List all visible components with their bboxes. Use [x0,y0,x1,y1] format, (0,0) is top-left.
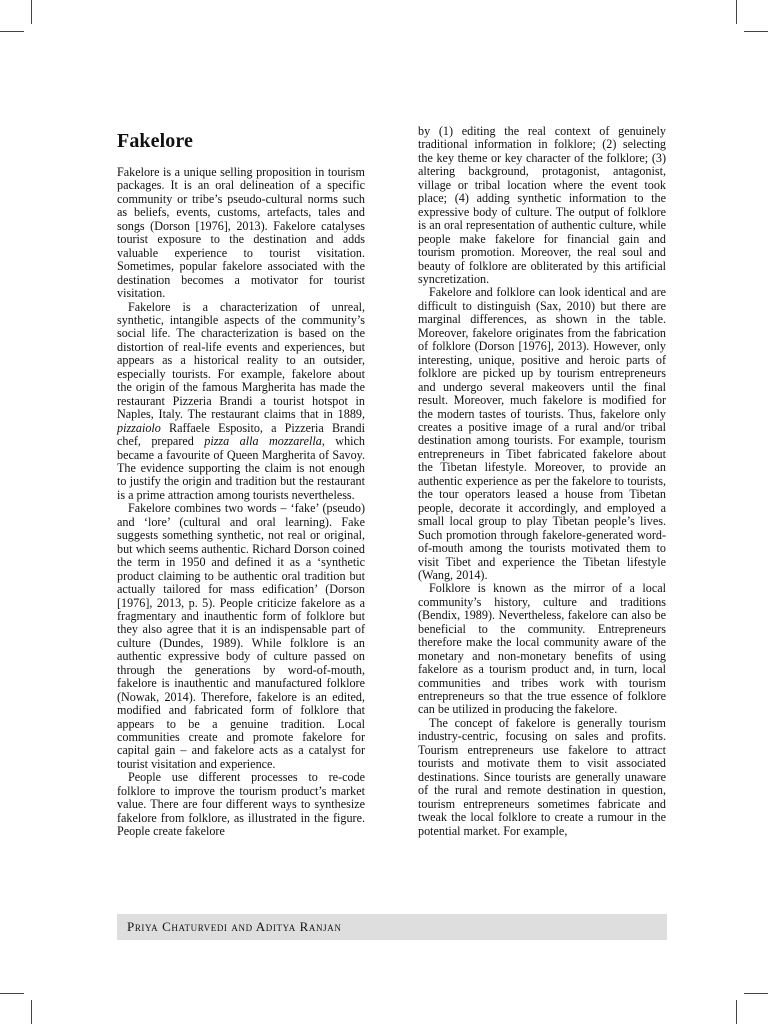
article-title: Fakelore [117,130,193,152]
paragraph-text: , which became a favourite of Queen Margherita of Savoy. The evidence supporting the claim is not enough to justify the origin and tradition but the restaurant is a prime attraction among tourists nevertheless. [117,434,365,502]
paragraph [117,301,365,503]
left-column [117,166,365,839]
italic-term: pizzaiolo [117,420,161,435]
paragraph: People use different processes to re-code folklore to improve the tourism product’s market value. There are four different ways to synthesize fakelore from folklore, as illustrated in the figure. People create fakelore [117,770,365,839]
paragraph: Folklore is known as the mirror of a local community’s history, culture and traditions (Bendix, 1989). Nevertheless, fakelore can also be beneficial to the community. Entrepreneurs therefore make the local community aware of the monetary and non-monetary benefits of using fakelore as a tourism product and, in turn, local communities and tribes work with tourism entrepreneurs so that the true essence of folklore can be utilized in producing the fakelore. [418,581,666,717]
crop-mark [0,31,24,32]
crop-mark [744,31,768,32]
paragraph: The concept of fakelore is generally tourism industry-centric, focusing on sales and profits. Tourism entrepreneurs use fakelore to attract tourists and motivate them to visit associated destinations. Since tourists are generally unaware of the rural and remote destination in question, tourism entrepreneurs sometimes fabricate and tweak the local folklore to create a rumour in the potential market. For example, [418,715,666,838]
paragraph: Fakelore is a unique selling proposition in tourism packages. It is an oral delineation of a specific community or tribe’s pseudo-cultural norms such as beliefs, events, customs, artefacts, tales and songs (Dorson [1976], 2013). Fakelore catalyses tourist exposure to the destination and adds valuable experience to tourist visitation. Sometimes, popular fakelore associated with the destination becomes a motivator for tourist visitation. [117,165,365,301]
italic-term: pizza alla mozzarella [204,434,322,449]
crop-mark [31,1000,32,1024]
paragraph: Fakelore and folklore can look identical and are difficult to distinguish (Sax, 2010) but there are marginal differences, as shown in the table. Moreover, fakelore originates from the fabrication of folklore (Dorson [1976], 2013). However, only interesting, unique, positive and heroic parts of folklore are picked up by tourism entrepreneurs and undergo several makeovers until the final result. Moreover, much fakelore is modified for the modern tastes of tourists. Thus, fakelore only creates a positive image of a rural and/or tribal destination among tourists. For example, tourism entrepreneurs in Tibet fabricated fakelore about the Tibetan lifestyle. Moreover, to provide an authentic experience as per the fakelore to tourists, the tour operators leased a house from Tibetan people, decorate it accordingly, and employed a small local group to play Tibetan people’s lives. Such promotion through fakelore-generated word-of-mouth among the tourists motivated them to visit Tibet and experience the Tibetan lifestyle (Wang, 2014). [418,285,666,582]
paragraph-text: Raffaele Esposito, a Pizzeria Brandi chef, prepared [117,420,365,449]
crop-mark [736,0,737,24]
paragraph-text: Fakelore is a characterization of unreal, synthetic, intangible aspects of the community’s social life. The characterization is based on the distortion of real-life events and experiences, but appears as a historical reality to an outsider, especially tourists. For example, fakelore about the origin of the famous Margherita has made the restaurant Pizzeria Brandi a tourist hotspot in Naples, Italy. The restaurant claims that in 1889, [117,299,365,422]
crop-mark [0,993,24,994]
crop-mark [744,993,768,994]
right-column [418,125,666,838]
footer-authors: Priya Chaturvedi and Aditya Ranjan [127,919,342,934]
running-footer [117,914,667,940]
paragraph: Fakelore combines two words – ‘fake’ (pseudo) and ‘lore’ (cultural and oral learning). Fake suggests something synthetic, not real or original, but which seems authentic. Richard Dorson coined the term in 1950 and defined it as a ‘synthetic product claiming to be authentic oral tradition but actually tailored for mass edification’ (Dorson [1976], 2013, p. 5). People criticize fakelore as a fragmentary and inauthentic form of folklore but they also agree that it is an indispensable part of culture (Dundes, 1989). While folklore is an authentic expressive body of culture passed on through the generations by word-of-mouth, fakelore is inauthentic and manufactured folklore (Nowak, 2014). Therefore, fakelore is an edited, modified and fabricated form of folklore that appears to be a genuine tradition. Local communities create and promote fakelore for capital gain – and fakelore acts as a catalyst for tourist visitation and experience. [117,501,365,771]
paragraph: by (1) editing the real context of genuinely traditional information in folklore; (2) selecting the key theme or key character of the folklore; (3) altering background, protagonist, antagonist, village or tribal location where the event took place; (4) adding synthetic information to the expressive body of culture. The output of folklore is an oral representation of authentic culture, while people make fakelore for financial gain and tourism promotion. Moreover, the real soul and beauty of folklore are obliterated by this artificial syncretization. [418,124,666,286]
crop-mark [31,0,32,24]
crop-mark [736,1000,737,1024]
